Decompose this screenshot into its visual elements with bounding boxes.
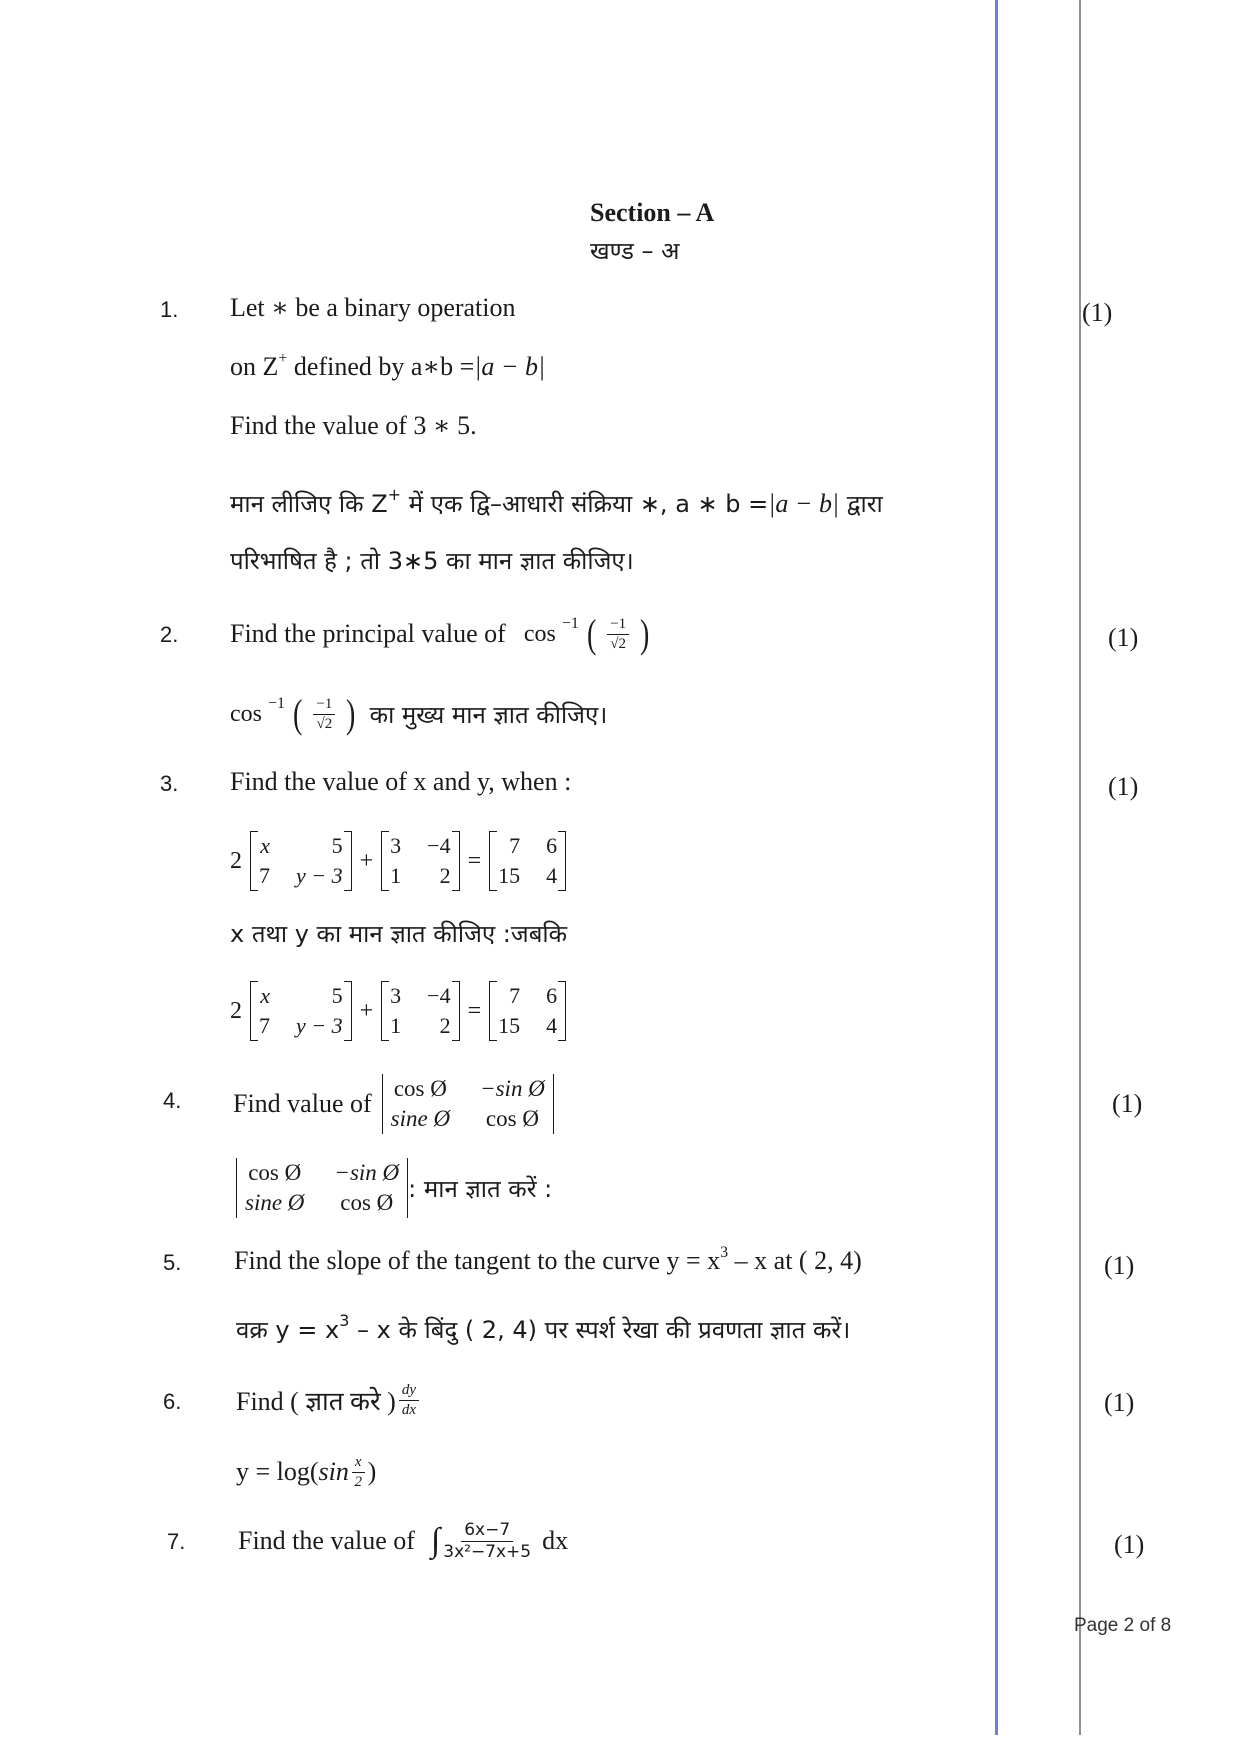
question-1-line-2: on Z+ defined by a∗b =|a − b| bbox=[230, 350, 546, 381]
matrix-a-repeat: x 5 7 y − 3 bbox=[250, 981, 352, 1041]
question-1-hindi-line-2: परिभाषित है ; तो 3∗5 का मान ज्ञात कीजिए। bbox=[230, 547, 634, 575]
question-4-en: Find value of cos Ø −sin Ø sine Ø cos Ø bbox=[233, 1072, 554, 1136]
question-3-en: Find the value of x and y, when : bbox=[230, 767, 572, 796]
section-title-en: Section – A bbox=[590, 198, 715, 227]
question-5-marks: (1) bbox=[1104, 1251, 1135, 1280]
integral-sign: ∫ bbox=[430, 1522, 441, 1559]
question-1-line-3: Find the value of 3 ∗ 5. bbox=[230, 411, 477, 440]
question-3-matrix-eq-2: 2 x 5 7 y − 3 + 3 −4 1 2 = 7 6 15 4 bbox=[230, 976, 566, 1046]
question-2-marks: (1) bbox=[1108, 623, 1139, 652]
question-4-hi: cos Ø −sin Ø sine Ø cos Ø : मान ज्ञात करें : bbox=[236, 1156, 552, 1220]
question-4-number: 4. bbox=[163, 1088, 182, 1113]
determinant: cos Ø −sin Ø sine Ø cos Ø bbox=[382, 1074, 554, 1134]
section-title-hi: खण्ड – अ bbox=[590, 237, 680, 265]
question-1-marks: (1) bbox=[1082, 298, 1113, 327]
matrix-a: x 5 7 y − 3 bbox=[250, 831, 352, 891]
question-6-en: Find ( ज्ञात करे ) $\frac{dy}{dx}$ bbox=[236, 1372, 422, 1428]
matrix-c: 7 6 15 4 bbox=[489, 831, 566, 891]
question-1-number: 1. bbox=[160, 297, 179, 322]
page-number-footer: Page 2 of 8 bbox=[1074, 1615, 1172, 1636]
question-6-equation: y = log( sin $\frac{x}{2}$ ) bbox=[236, 1453, 377, 1490]
question-2-en: Find the principal value of cos −1 ( $\frac{-1}{√2}$ ) bbox=[230, 611, 650, 656]
margin-line-grey bbox=[1079, 0, 1081, 1735]
matrix-b-repeat: 3 −4 1 2 bbox=[381, 981, 459, 1041]
question-5-hi: वक्र $y = x^3 - x$ के बिंदु ( 2, 4) पर स्पर्श रेखा की प्रवणता ज्ञात करें। bbox=[236, 1311, 851, 1344]
question-6-number: 6. bbox=[163, 1389, 182, 1414]
question-3-marks: (1) bbox=[1108, 772, 1139, 801]
determinant-repeat: cos Ø −sin Ø sine Ø cos Ø bbox=[236, 1158, 408, 1218]
question-6-marks: (1) bbox=[1104, 1388, 1135, 1417]
question-7-en: Find the value of ∫ $\frac{6x-7}{\text{3x²−7x+5}}$ dx bbox=[238, 1519, 569, 1562]
question-5-en: Find the slope of the tangent to the curve $y = x^3 - x$ at ( 2, 4) bbox=[234, 1244, 862, 1275]
question-1-hindi-line-1: मान लीजिए कि Z+ में एक द्वि–आधारी संक्रिया ∗, a ∗ b =|a − b| द्वारा bbox=[230, 485, 883, 518]
question-2-number: 2. bbox=[160, 622, 179, 647]
question-5-number: 5. bbox=[163, 1250, 182, 1275]
matrix-c-repeat: 7 6 15 4 bbox=[489, 981, 566, 1041]
question-2-hi: cos −1 ( $\frac{-1}{√2}$ ) का मुख्य मान ज्ञात कीजिए। bbox=[230, 691, 608, 736]
question-3-matrix-eq-1: 2 x 5 7 y − 3 + 3 −4 1 2 = 7 6 15 4 bbox=[230, 826, 566, 896]
matrix-b: 3 −4 1 2 bbox=[381, 831, 459, 891]
question-3-number: 3. bbox=[160, 771, 179, 796]
question-4-marks: (1) bbox=[1112, 1089, 1143, 1118]
question-1-line-1: Let ∗ be a binary operation bbox=[230, 293, 516, 322]
question-3-hi: x तथा y का मान ज्ञात कीजिए :जबकि bbox=[230, 920, 568, 948]
margin-line-blue bbox=[995, 0, 998, 1735]
question-7-marks: (1) bbox=[1114, 1530, 1145, 1559]
question-7-number: 7. bbox=[167, 1529, 186, 1554]
